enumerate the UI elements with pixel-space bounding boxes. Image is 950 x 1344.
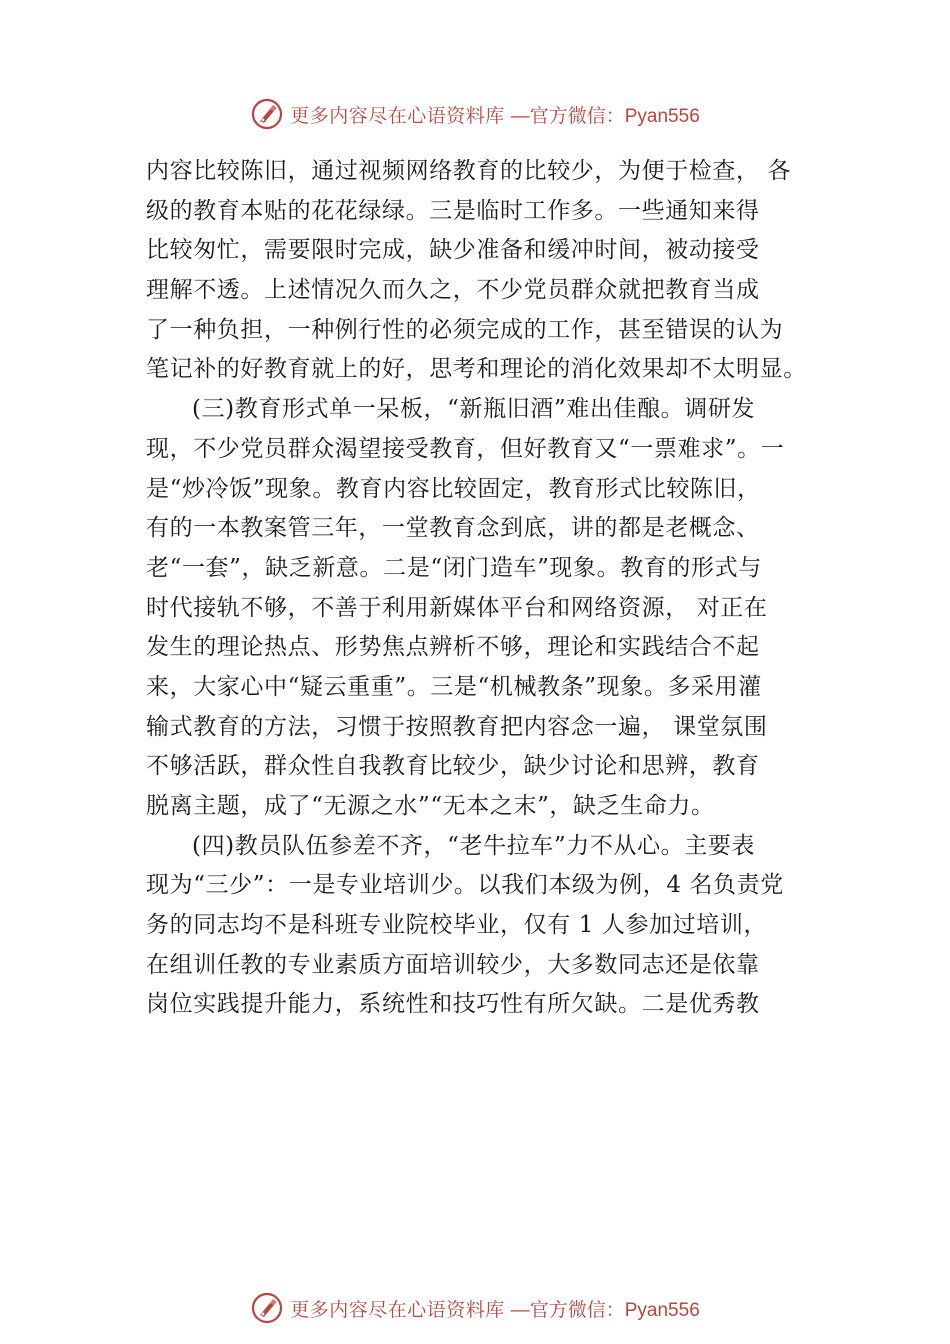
text-line: 发生的理论热点、形势焦点辨析不够，理论和实践结合不起 bbox=[146, 634, 760, 661]
text-line: 有的一本教案管三年，一堂教育念到底，讲的都是老概念、 bbox=[146, 515, 760, 542]
text-line: 脱离主题，成了“无源之水”“无本之末”，缺乏生命力。 bbox=[146, 793, 715, 819]
header-contact-text: —官方微信：Pyan556 bbox=[510, 105, 700, 127]
header-brand-text: 更多内容尽在心语资料库 bbox=[290, 104, 505, 127]
text-line: 老“一套”，缺乏新意。二是“闭门造车”现象。教育的形式与 bbox=[146, 554, 762, 581]
text-line: 是“炒冷饭”现象。教育内容比较固定，教育形式比较陈旧， bbox=[146, 475, 761, 502]
pen-nib-icon bbox=[250, 97, 284, 131]
text-line: 务的同志均不是科班专业院校毕业，仅有 1 人参加过培训， bbox=[146, 912, 768, 939]
footer-contact-text: —官方微信：Pyan556 bbox=[510, 1299, 700, 1321]
text-line: 了一种负担，一种例行性的必须完成的工作，甚至错误的认为 bbox=[146, 316, 784, 343]
text-line: 内容比较陈旧，通过视频网络教育的比较少，为便于检查， 各 bbox=[146, 158, 792, 184]
text-line: 输式教育的方法，习惯于按照教育把内容念一遍， 课堂氛围 bbox=[146, 713, 768, 740]
text-line: 岗位实践提升能力，系统性和技巧性有所欠缺。二是优秀教 bbox=[146, 991, 760, 1018]
document-body bbox=[146, 152, 836, 1025]
pen-nib-icon bbox=[250, 1291, 284, 1325]
text-line: 不够活跃，群众性自我教育比较少，缺少讨论和思辨，教育 bbox=[146, 753, 760, 780]
text-line: 笔记补的好教育就上的好，思考和理论的消化效果却不太明显。 bbox=[146, 356, 807, 383]
paragraph-heading-line: (四)教员队伍参差不齐，“老牛拉车”力不从心。主要表 bbox=[192, 832, 756, 859]
text-line: 时代接轨不够，不善于利用新媒体平台和网络资源， 对正在 bbox=[146, 594, 768, 621]
text-line: 在组训任教的专业素质方面培训较少，大多数同志还是依靠 bbox=[146, 951, 760, 978]
text-line: 现，不少党员群众渴望接受教育，但好教育又“一票难求”。一 bbox=[146, 435, 785, 462]
paragraph-heading-line: (三)教育形式单一呆板，“新瓶旧酒”难出佳酿。调研发 bbox=[192, 396, 756, 423]
text-line: 理解不透。上述情况久而久之，不少党员群众就把教育当成 bbox=[146, 277, 760, 304]
header-watermark bbox=[0, 94, 950, 134]
text-line: 来，大家心中“疑云重重”。三是“机械教条”现象。多采用灌 bbox=[146, 673, 762, 700]
text-line: 现为“三少”：一是专业培训少。以我们本级为例，4 名负责党 bbox=[146, 872, 784, 899]
text-line: 比较匆忙，需要限时完成，缺少准备和缓冲时间，被动接受 bbox=[146, 237, 760, 264]
text-line: 级的教育本贴的花花绿绿。三是临时工作多。一些通知来得 bbox=[146, 197, 760, 224]
footer-brand-text: 更多内容尽在心语资料库 bbox=[290, 1298, 505, 1321]
footer-watermark bbox=[0, 1288, 950, 1328]
